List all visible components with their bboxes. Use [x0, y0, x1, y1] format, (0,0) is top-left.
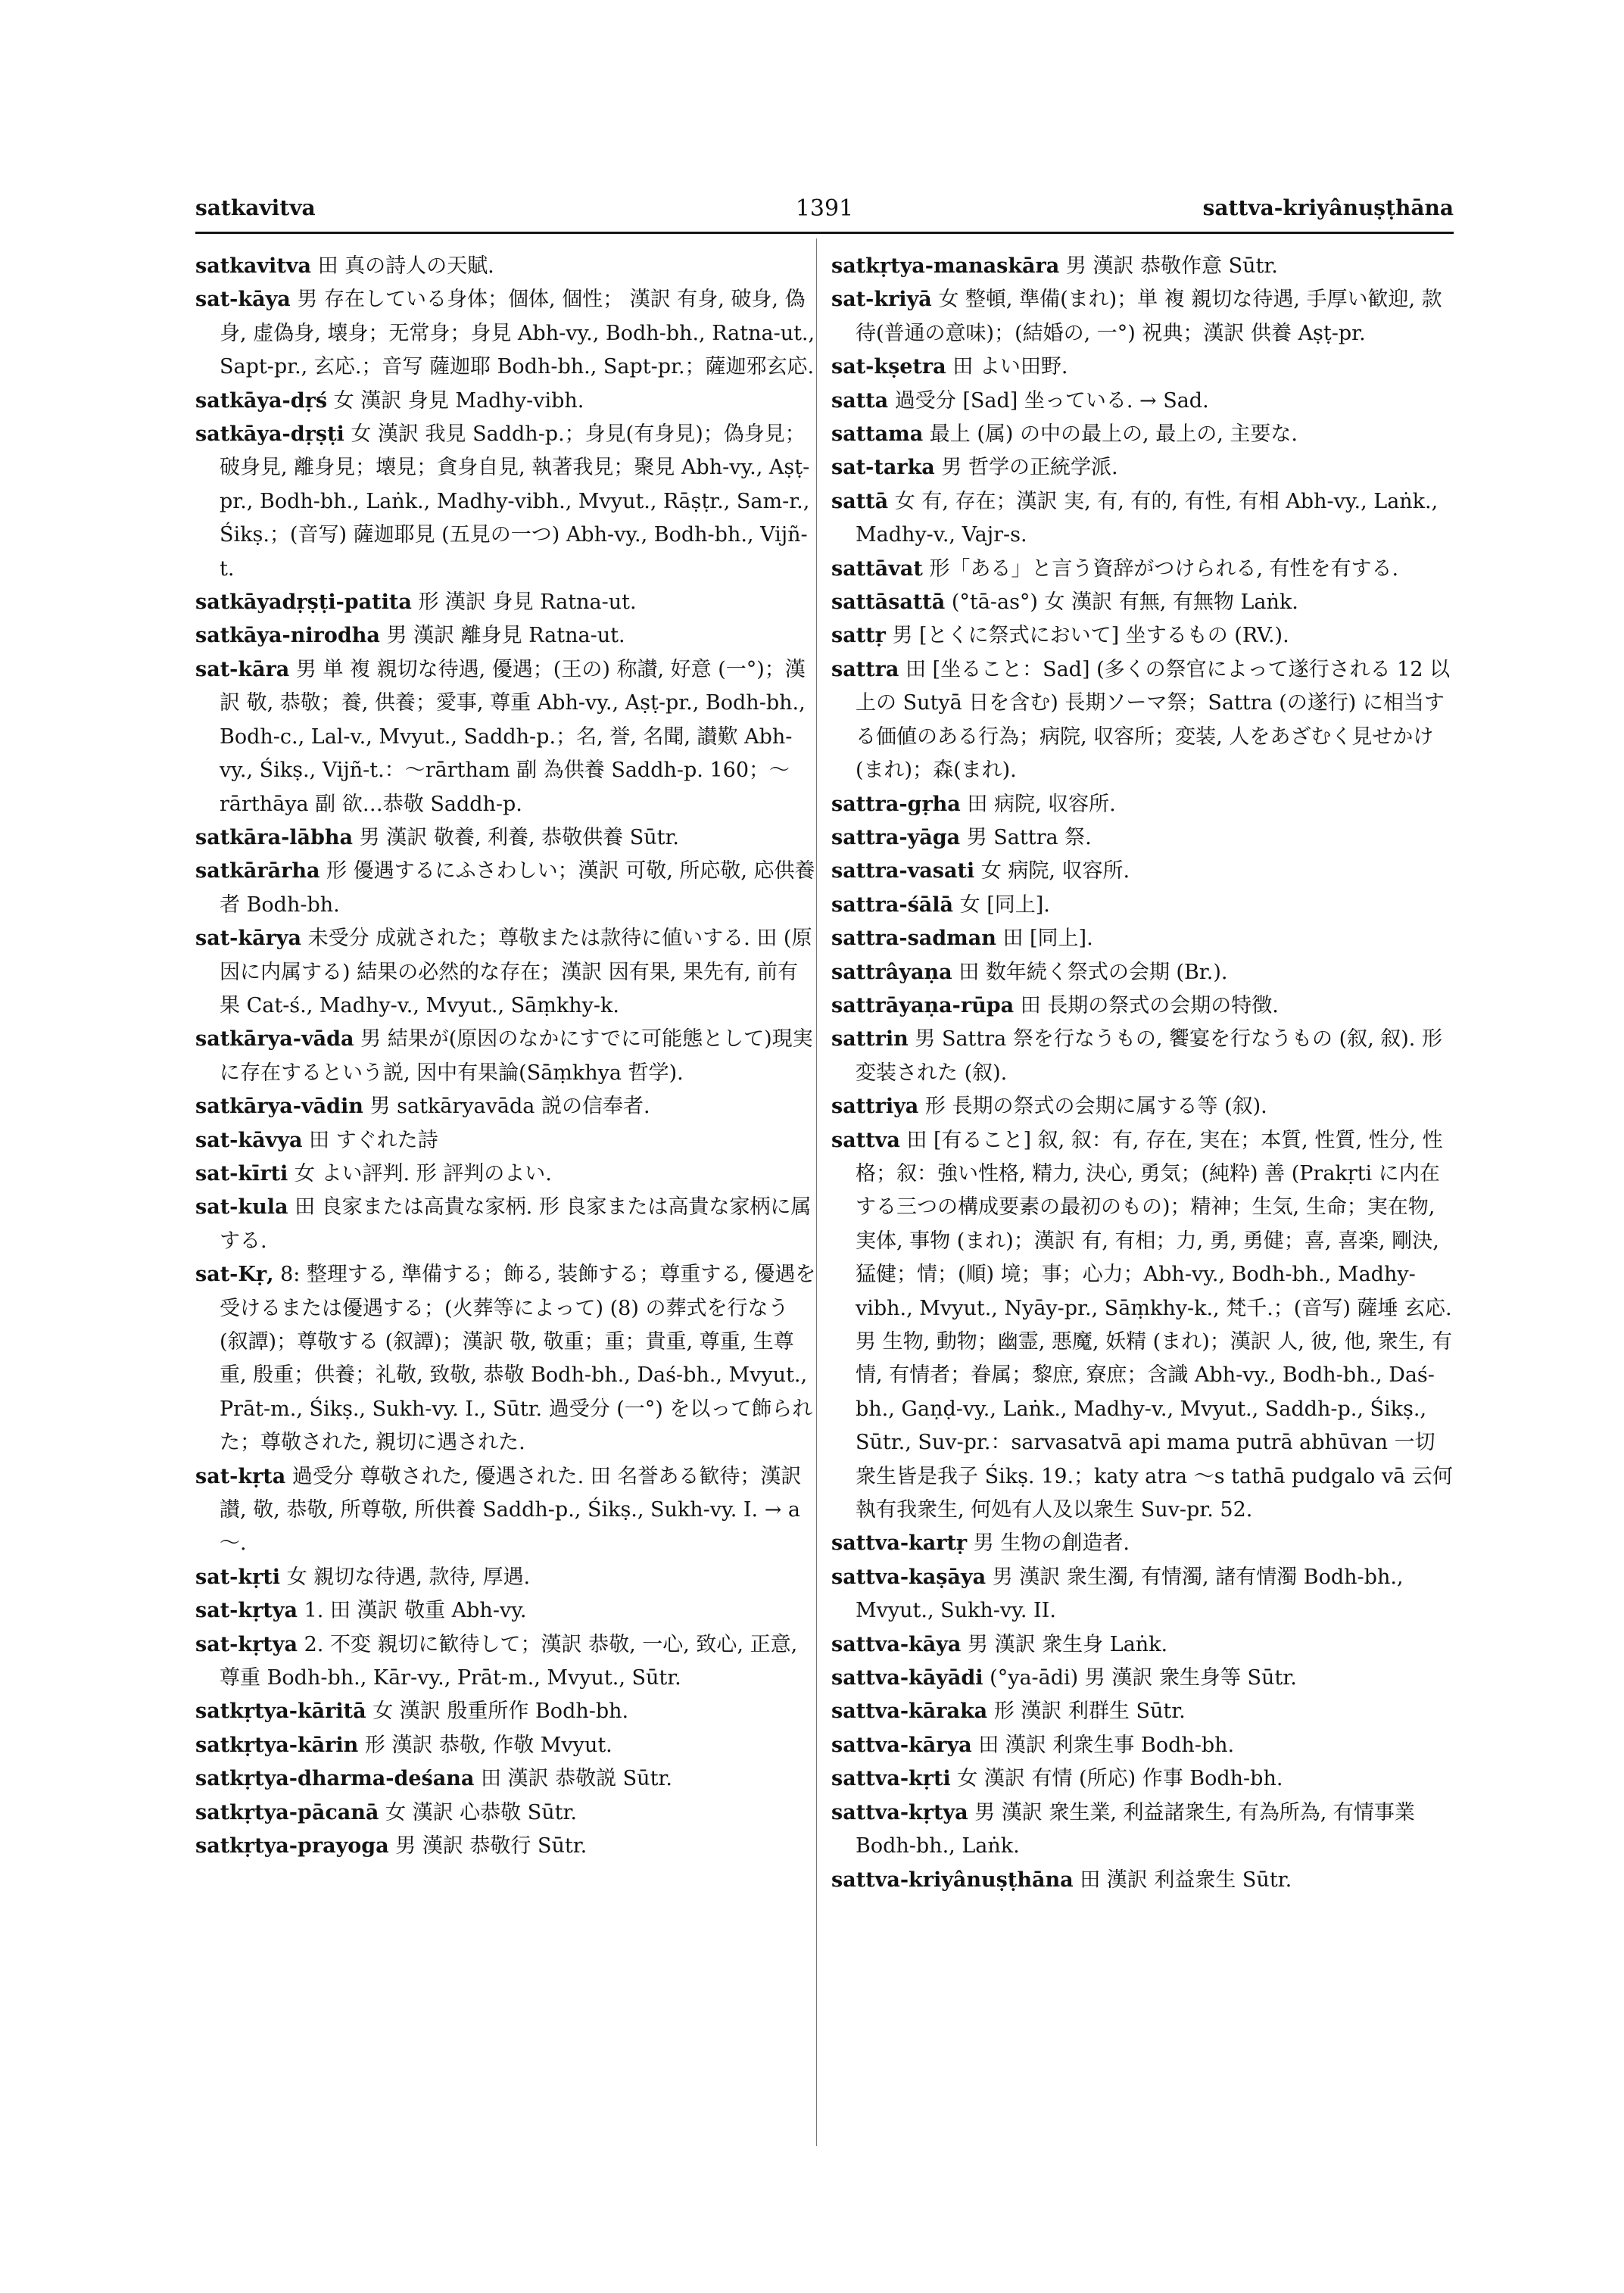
entry-definition: 女 整頓, 準備(まれ)；単 複 親切な待遇, 手厚い歓迎, 款待(普通の意味)；(結婚の, 一°) 祝典；漢訳 供養 Aṣṭ-pr. [856, 288, 1442, 345]
entry-definition: 田 [有ること] 叙, 叙：有, 存在, 実在；本質, 性質, 性分, 性格；叙：強い性格, 精力, 決心, 勇気；(純粋) 善 (Prakṛti に内在する三つの構成要素の最初のもの)；精神；生気, 生命；実在物, 実体, 事物 (まれ)；漢訳 有, 有相；力, 勇, 勇健；喜, 喜楽, 剛決, 猛健；情；(順) 境；事；心力；Abh-vy., Bodh-bh., Madhy-vibh., Mvyut., Nyāy-pr., Sāṃkhy-k., 梵千.；(音写) 薩埵 玄応. 男 生物, 動物；幽霊, 悪魔, 妖精 (まれ)；漢訳 人, 彼, 他, 衆生, 有情, 有情者；眷属；黎庶, 寮庶；含識 Abh-vy., Bodh-bh., Daś-bh., Gaṇḍ-vy., Laṅk., Madhy-v., Mvyut., Saddh-p., Śikṣ., Sūtr., Suv-pr.：sarvasatvā api mama putrā abhūvan 一切衆生皆是我子 Śikṣ. 19.；katy atra ～s tathā pudgalo vā 云何執有我衆生, 何処有人及以衆生 Suv-pr. 52. [856, 1128, 1453, 1522]
dictionary-entry [195, 418, 816, 586]
dictionary-entry [831, 485, 1454, 553]
page-number: 1391 [795, 195, 854, 222]
dictionary-entry [195, 1460, 816, 1561]
entry-definition: 形 優遇するにふさわしい；漢訳 可敬, 所応敬, 応供養者 Bodh-bh. [220, 859, 815, 917]
entry-headword: satkārya-vādin [195, 1095, 363, 1119]
entry-headword: satkāra-lābha [195, 825, 354, 849]
dictionary-entry [195, 1594, 816, 1628]
entry-definition: 田 すぐれた詩 [309, 1128, 438, 1152]
entry-headword: sat-kāvya [195, 1128, 303, 1152]
dictionary-entry [195, 821, 816, 855]
entry-definition: 女 親切な待遇, 款待, 厚遇. [286, 1565, 531, 1589]
entry-definition: 男 漢訳 敬養, 利養, 恭敬供養 Sūtr. [359, 825, 679, 849]
dictionary-entry [195, 1729, 816, 1762]
entry-definition: 形 漢訳 身見 Ratna-ut. [418, 590, 637, 615]
entry-definition: 女 有, 存在；漢訳 実, 有, 有的, 有性, 有相 Abh-vy., Laṅk., Madhy-v., Vajr-s. [856, 489, 1439, 547]
entry-headword: sattra-sadman [831, 927, 996, 951]
entry-headword: sattama [831, 422, 924, 447]
entry-definition: 男 漢訳 衆生業, 利益諸衆生, 有為所為, 有情事業 Bodh-bh., Laṅk. [856, 1800, 1415, 1858]
entry-definition: 田 漢訳 恭敬説 Sūtr. [480, 1767, 672, 1791]
dictionary-entry [195, 586, 816, 619]
dictionary-entry [831, 553, 1454, 586]
entry-headword: sattriya [831, 1095, 919, 1119]
entry-headword: sattva-kṛti [831, 1767, 951, 1791]
entry-headword: satkāya-nirodha [195, 624, 380, 648]
entry-definition: 男 漢訳 恭敬行 Sūtr. [395, 1834, 588, 1858]
dictionary-entry [831, 350, 1454, 384]
entry-headword: sat-kṛtya [195, 1599, 298, 1623]
entry-headword: sat-kāya [195, 288, 291, 312]
entry-headword: sattrin [831, 1027, 909, 1051]
entry-headword: satkāyadṛṣṭi-patita [195, 590, 412, 615]
entry-definition: 形「ある」と言う資辞がつけられる, 有性を有する. [929, 556, 1399, 581]
entry-headword: sat-kriyā [831, 288, 932, 312]
entry-headword: sattva-kriyânuṣṭhāna [831, 1868, 1074, 1892]
dictionary-entry [831, 1628, 1454, 1662]
entry-headword: sat-kīrti [195, 1161, 288, 1185]
entry-definition: 男 結果が(原因のなかにすでに可能態として)現実に存在するという説, 因中有果論(Sāṃkhya 哲学). [220, 1027, 813, 1085]
dictionary-entry [195, 855, 816, 922]
dictionary-entry [195, 283, 816, 384]
entry-definition: 田 [同上]. [1002, 927, 1093, 951]
dictionary-entry [831, 451, 1454, 484]
dictionary-entry [831, 889, 1454, 922]
entry-definition: 田 数年続く祭式の会期 (Br.). [959, 960, 1228, 984]
entry-definition: 形 漢訳 恭敬, 作敬 Mvyut. [364, 1733, 613, 1757]
entry-headword: sat-kula [195, 1195, 288, 1220]
dictionary-entry [831, 956, 1454, 989]
entry-headword: sattva-kartṛ [831, 1531, 968, 1556]
page-header [195, 195, 1454, 233]
entry-headword: satkṛtya-pācanā [195, 1800, 379, 1824]
entry-definition: 男 生物の創造者. [973, 1531, 1130, 1556]
dictionary-entry [195, 619, 816, 653]
entry-headword: sattrāyaṇa-rūpa [831, 993, 1015, 1017]
dictionary-entry [195, 1124, 816, 1157]
entry-definition: 男 satkāryavāda 説の信奉者. [369, 1095, 650, 1119]
entry-headword: satkṛtya-manaskāra [831, 254, 1060, 278]
entry-definition: 男 漢訳 衆生濁, 有情濁, 諸有情濁 Bodh-bh., Mvyut., Sukh-vy. II. [856, 1565, 1404, 1623]
column-divider [816, 238, 817, 2146]
entry-definition: 男 存在している身体；個体, 個性； 漢訳 有身, 破身, 偽身, 虚偽身, 壊身；无常身；身見 Abh-vy., Bodh-bh., Ratna-ut., Sapt-pr., 玄応.；音写 薩迦耶 Bodh-bh., Sapt-pr.；薩迦邪玄応. [220, 288, 815, 379]
dictionary-entry [195, 1628, 816, 1696]
entry-headword: sattra-śālā [831, 893, 954, 917]
entry-definition: 男 [とくに祭式において] 坐するもの (RV.). [892, 624, 1289, 648]
entry-definition: 女 漢訳 殷重所作 Bodh-bh. [372, 1699, 629, 1724]
dictionary-entry [831, 619, 1454, 653]
dictionary-entry [195, 1695, 816, 1728]
entry-definition: 田 [坐ること：Sad] (多くの祭官によって遂行される 12 以上の Sutyā 日を含む) 長期ソーマ祭；Sattra (の遂行) に相当する価値のある行為；病院, 収容所；変装, 人をあざむく見せかけ(まれ)；森(まれ). [856, 657, 1451, 783]
entry-headword: satkṛtya-prayoga [195, 1834, 389, 1858]
header-rule [195, 232, 1454, 234]
dictionary-entry [831, 922, 1454, 955]
entry-definition: 田 良家または高貴な家柄. 形 良家または高貴な家柄に属する. [220, 1195, 812, 1253]
entry-definition: 男 漢訳 衆生身 Laṅk. [968, 1632, 1168, 1656]
dictionary-entry [195, 1023, 816, 1090]
entry-headword: sattra [831, 657, 899, 681]
dictionary-entry [195, 1830, 816, 1863]
entry-definition: 女 [同上]. [959, 893, 1050, 917]
entry-definition: 男 漢訳 恭敬作意 Sūtr. [1065, 254, 1278, 278]
entry-definition: 男 漢訳 離身見 Ratna-ut. [386, 624, 625, 648]
entry-headword: satkṛtya-kāritā [195, 1699, 366, 1724]
entry-headword: sattāvat [831, 556, 923, 581]
dictionary-entry [831, 250, 1454, 283]
entry-headword: satkārya-vāda [195, 1027, 354, 1051]
entry-definition: 1. 田 漢訳 敬重 Abh-vy. [304, 1599, 527, 1623]
entry-definition: 女 漢訳 身見 Madhy-vibh. [333, 388, 584, 413]
entry-definition: 田 よい田野. [952, 355, 1068, 379]
dictionary-entry [831, 1796, 1454, 1864]
entry-definition: 未受分 成就された；尊敬または款待に値いする. 田 (原因に内属する) 結果の必然的な存在；漢訳 因有果, 果先有, 前有果 Cat-ś., Madhy-v., Mvyut., Sāṃkhy-k. [220, 927, 812, 1017]
dictionary-entry [831, 385, 1454, 418]
dictionary-entry [831, 653, 1454, 788]
dictionary-entry [831, 1124, 1454, 1528]
dictionary-entry [195, 1796, 816, 1830]
dictionary-entry [831, 1527, 1454, 1560]
entry-definition: 女 漢訳 心恭敬 Sūtr. [385, 1800, 578, 1824]
entry-headword: sat-kāra [195, 657, 290, 681]
entry-definition: 過受分 [Sad] 坐っている. → Sad. [894, 388, 1209, 413]
dictionary-entry [195, 1191, 816, 1258]
entry-definition: 女 病院, 収容所. [980, 859, 1130, 883]
dictionary-entry [831, 1090, 1454, 1123]
entry-definition: 8: 整理する, 準備する；飾る, 装飾する；尊重する, 優遇を受けるまたは優遇する；(火葬等によって) (8) の葬式を行なう (叙譚)；尊敬する (叙譚)；漢訳 敬, 敬重；重；貴重, 尊重, 生尊重, 殷重；供養；礼敬, 致敬, 恭敬 Bodh-bh., Daś-bh., Mvyut., Prāt-m., Śikṣ., Sukh-vy. I., Sūtr. 過受分 (一°) を以って飾られた；尊敬された, 親切に遇された. [220, 1263, 816, 1455]
entry-definition: (°tā-as°) 女 漢訳 有無, 有無物 Laṅk. [951, 590, 1298, 615]
entry-headword: sattva-kāraka [831, 1699, 988, 1724]
entry-definition: 田 真の詩人の天賦. [317, 254, 494, 278]
entry-headword: satta [831, 388, 889, 413]
entry-headword: sattva-kāyādi [831, 1666, 983, 1690]
dictionary-entry [195, 1561, 816, 1594]
entry-definition: 形 長期の祭式の会期に属する等 (叙). [924, 1095, 1267, 1119]
entry-definition: 女 よい評判. 形 評判のよい. [294, 1161, 552, 1185]
entry-definition: 男 哲学の正統学派. [941, 456, 1118, 480]
entry-headword: sat-kṛtya [195, 1632, 298, 1656]
entry-headword: sat-tarka [831, 456, 935, 480]
left-column [195, 250, 816, 1864]
entry-headword: sattā [831, 489, 889, 513]
entry-definition: 田 長期の祭式の会期の特徴. [1020, 993, 1279, 1017]
dictionary-entry [195, 250, 816, 283]
dictionary-entry [831, 586, 1454, 619]
dictionary-entry [831, 418, 1454, 451]
entry-definition: 過受分 尊敬された, 優遇された. 田 名誉ある歓待；漢訳 讃, 敬, 恭敬, 所尊敬, 所供養 Saddh-p., Śikṣ., Sukh-vy. I. → a～. [220, 1464, 802, 1556]
header-left-guideword: satkavitva [195, 195, 316, 220]
dictionary-entry [195, 922, 816, 1023]
entry-headword: satkāya-dṛṣṭi [195, 422, 344, 447]
dictionary-entry [831, 821, 1454, 855]
entry-headword: sattra-yāga [831, 825, 961, 849]
dictionary-entry [831, 788, 1454, 821]
dictionary-entry [831, 989, 1454, 1023]
entry-definition: 男 Sattra 祭. [966, 825, 1092, 849]
entry-headword: satkṛtya-dharma-deśana [195, 1767, 475, 1791]
entry-headword: satkṛtya-kārin [195, 1733, 359, 1757]
dictionary-entry [831, 1561, 1454, 1628]
dictionary-entry [831, 1695, 1454, 1728]
dictionary-entry [195, 1762, 816, 1796]
entry-headword: sat-kṣetra [831, 355, 946, 379]
entry-definition: 2. 不変 親切に歓待して；漢訳 恭敬, 一心, 致心, 正意, 尊重 Bodh-bh., Kār-vy., Prāt-m., Mvyut., Sūtr. [220, 1632, 798, 1690]
header-right-guideword: sattva-kriyânuṣṭhāna [1202, 195, 1454, 220]
entry-headword: sat-kṛti [195, 1565, 281, 1589]
entry-headword: satkārārha [195, 859, 320, 883]
dictionary-entry [195, 1090, 816, 1123]
entry-definition: 女 漢訳 我見 Saddh-p.；身見(有身見)；偽身見；破身見, 離身見；壊見；貪身自見, 執著我見；聚見 Abh-vy., Aṣṭ-pr., Bodh-bh., Laṅk., Madhy-vibh., Mvyut., Rāṣṭr., Sam-r., Śikṣ.；(音写) 薩迦耶見 (五見の一つ) Abh-vy., Bodh-bh., Vijñ-t. [220, 422, 810, 581]
entry-definition: 形 漢訳 利群生 Sūtr. [993, 1699, 1186, 1724]
entry-headword: sattṛ [831, 624, 886, 648]
entry-headword: sattva [831, 1128, 900, 1152]
entry-definition: 女 漢訳 有情 (所応) 作事 Bodh-bh. [957, 1767, 1283, 1791]
dictionary-entry [195, 385, 816, 418]
entry-definition: 田 漢訳 利衆生事 Bodh-bh. [978, 1733, 1235, 1757]
dictionary-entry [831, 1864, 1454, 1897]
entry-headword: sattāsattā [831, 590, 946, 615]
entry-definition: 男 Sattra 祭を行なうもの, 饗宴を行なうもの (叙, 叙). 形 変装された (叙). [856, 1027, 1442, 1085]
entry-definition: 田 病院, 収容所. [967, 792, 1116, 816]
entry-headword: sattra-vasati [831, 859, 975, 883]
entry-headword: satkavitva [195, 254, 311, 278]
dictionary-entry [831, 1762, 1454, 1796]
dictionary-entry [195, 653, 816, 821]
entry-headword: sattva-kṛtya [831, 1800, 968, 1824]
dictionary-entry [195, 1258, 816, 1460]
entry-headword: sat-Kṛ, [195, 1263, 274, 1287]
dictionary-entry [831, 1023, 1454, 1090]
entry-definition: 最上 (属) の中の最上の, 最上の, 主要な. [929, 422, 1298, 447]
entry-headword: satkāya-dṛś [195, 388, 328, 413]
entry-headword: sat-kārya [195, 927, 301, 951]
dictionary-entry [831, 1729, 1454, 1762]
entry-definition: 男 単 複 親切な待遇, 優遇；(王の) 称讃, 好意 (一°)；漢訳 敬, 恭敬；養, 供養；愛事, 尊重 Abh-vy., Aṣṭ-pr., Bodh-bh., Bodh-c., Lal-v., Mvyut., Saddh-p.；名, 誉, 名聞, 讃歎 Abh-vy., Śikṣ., Vijñ-t.：～rārtham 副 為供養 Saddh-p. 160；～rārthāya 副 欲…恭敬 Saddh-p. [220, 657, 806, 816]
entry-definition: 田 漢訳 利益衆生 Sūtr. [1080, 1868, 1292, 1892]
dictionary-entry [831, 283, 1454, 350]
entry-definition: (°ya-ādi) 男 漢訳 衆生身等 Sūtr. [990, 1666, 1297, 1690]
right-column [831, 250, 1454, 1897]
entry-headword: sattva-kaṣāya [831, 1565, 987, 1589]
entry-headword: sattva-kārya [831, 1733, 972, 1757]
entry-headword: sattra-gṛha [831, 792, 961, 816]
entry-headword: sattrâyaṇa [831, 960, 952, 984]
entry-headword: sattva-kāya [831, 1632, 962, 1656]
dictionary-entry [831, 855, 1454, 888]
dictionary-entry [195, 1157, 816, 1191]
dictionary-entry [831, 1662, 1454, 1695]
entry-headword: sat-kṛta [195, 1464, 286, 1488]
